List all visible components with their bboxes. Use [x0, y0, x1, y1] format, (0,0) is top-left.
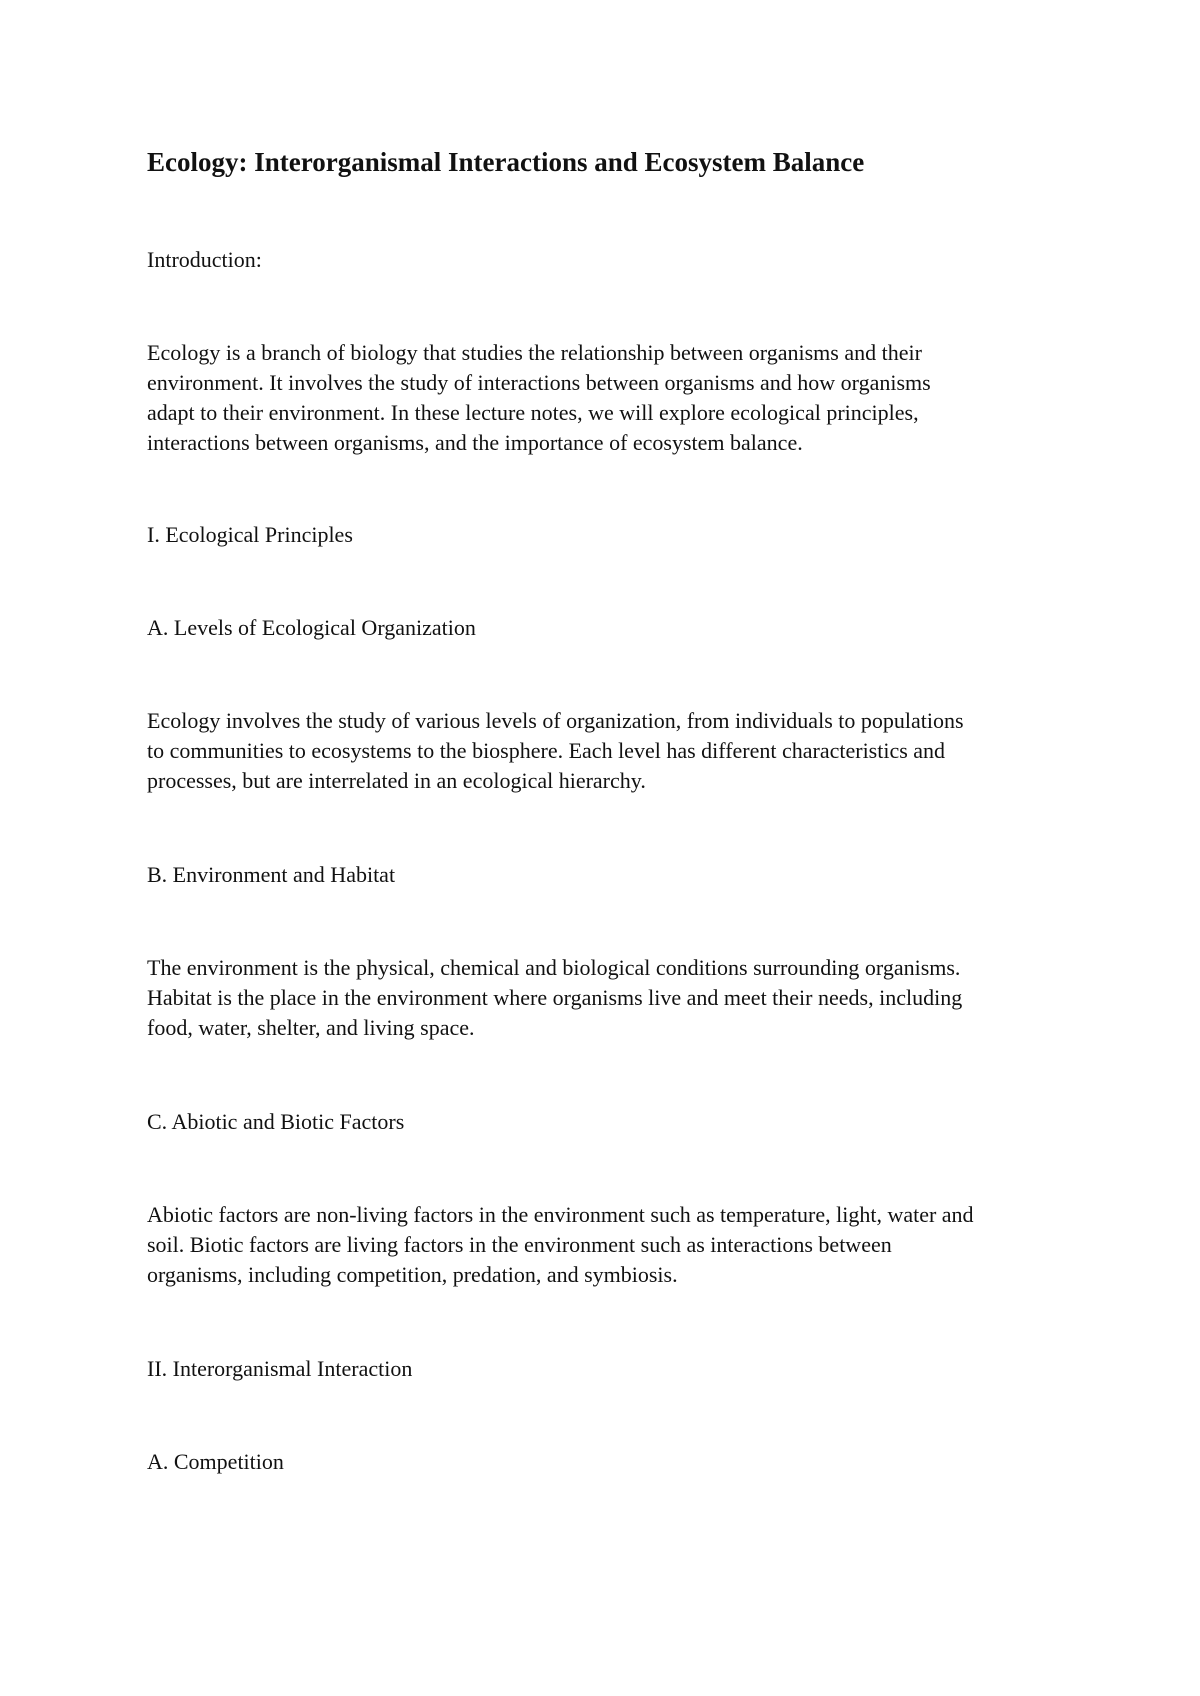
subsection-1b-paragraph-line: Habitat is the place in the environment where organisms live and meet their needs, including [147, 985, 963, 1010]
subsection-1c-paragraph [147, 1200, 1087, 1290]
subsection-1b-paragraph-line: The environment is the physical, chemical and biological conditions surrounding organisms. [147, 955, 961, 980]
subsection-1a-paragraph-line: processes, but are interrelated in an ecological hierarchy. [147, 768, 646, 793]
intro-paragraph-line: interactions between organisms, and the importance of ecosystem balance. [147, 430, 803, 455]
intro-paragraph-line: adapt to their environment. In these lecture notes, we will explore ecological principles, [147, 400, 919, 425]
subsection-1b-paragraph-line: food, water, shelter, and living space. [147, 1015, 475, 1040]
intro-paragraph [147, 338, 1087, 458]
subsection-1a-paragraph [147, 706, 1087, 796]
document-title: Ecology: Interorganismal Interactions and Ecosystem Balance [147, 147, 865, 177]
subsection-1c-paragraph-line: Abiotic factors are non-living factors in the environment such as temperature, light, water and [147, 1202, 974, 1227]
subsection-2a-heading: A. Competition [147, 1449, 284, 1474]
intro-paragraph-line: environment. It involves the study of interactions between organisms and how organisms [147, 370, 931, 395]
subsection-1a-heading: A. Levels of Ecological Organization [147, 615, 476, 640]
intro-paragraph-line: Ecology is a branch of biology that studies the relationship between organisms and their [147, 340, 922, 365]
section-2-heading: II. Interorganismal Interaction [147, 1356, 413, 1381]
subsection-1c-paragraph-line: organisms, including competition, predation, and symbiosis. [147, 1262, 678, 1287]
subsection-1b-heading: B. Environment and Habitat [147, 862, 396, 887]
subsection-1a-paragraph-line: Ecology involves the study of various levels of organization, from individuals to populations [147, 708, 964, 733]
subsection-1b-paragraph [147, 953, 1087, 1043]
introduction-heading: Introduction: [147, 247, 262, 272]
section-1-heading: I. Ecological Principles [147, 522, 353, 547]
subsection-1a-paragraph-line: to communities to ecosystems to the biosphere. Each level has different characteristics and [147, 738, 946, 763]
subsection-1c-paragraph-line: soil. Biotic factors are living factors in the environment such as interactions between [147, 1232, 892, 1257]
subsection-1c-heading: C. Abiotic and Biotic Factors [147, 1109, 405, 1134]
